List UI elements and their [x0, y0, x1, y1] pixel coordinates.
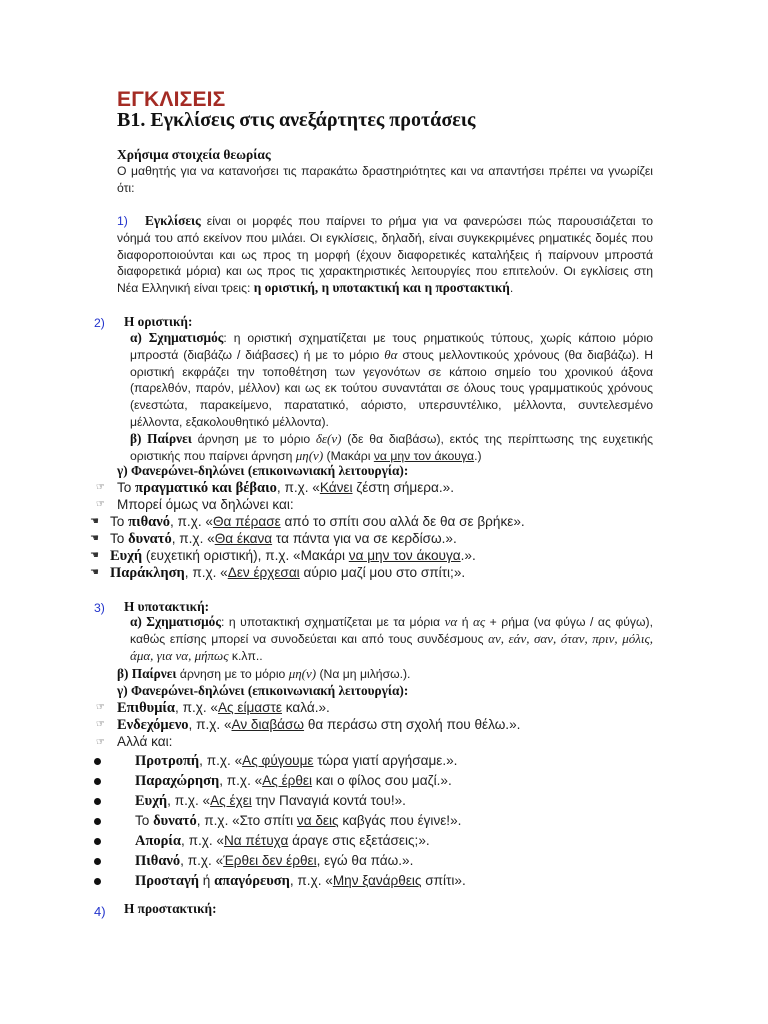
- page-title: ΕΓΚΛΙΣΕΙΣ: [117, 88, 226, 111]
- page-subtitle: Β1. Εγκλίσεις στις ανεξάρτητες προτάσεις: [117, 109, 476, 131]
- list-item: Επιθυμία, π.χ. «Ας είμαστε καλά.».: [117, 700, 330, 716]
- pointer-icon: ☞: [96, 499, 105, 510]
- list-item: Παράκληση, π.χ. «Δεν έρχεσαι αύριο μαζί μου στο σπίτι;».: [110, 565, 466, 581]
- pointer-icon: ☞: [96, 482, 105, 493]
- section-number-2: 2): [94, 316, 105, 330]
- bullet-item: Προσταγή ή απαγόρευση, π.χ. «Μην ξανάρθεις σπίτι».: [135, 873, 466, 889]
- list-item: Μπορεί όμως να δηλώνει και:: [117, 497, 294, 512]
- bullet-icon: [94, 758, 101, 765]
- bullet-item: Το δυνατό, π.χ. «Στο σπίτι να δεις καβγάς που έγινε!».: [135, 813, 462, 829]
- section-3-function-heading: γ) Φανερώνει-δηλώνει (επικοινωνιακή λειτουργία):: [117, 683, 409, 698]
- section-number-1: 1): [117, 214, 128, 228]
- section-3-heading: Η υποτακτική:: [124, 599, 210, 614]
- section-3-formation: α) Σχηματισμός: η υποτακτική σχηματίζεται με τα μόρια να ή ας + ρήμα (να φύγω / ας φύγω), καθώς επίσης μπορεί να συνοδεύεται και από τους συνδέσμους αν, εάν, σαν, όταν, πριν, μόλις, άμα, για να, μήπως κ.λπ..: [130, 614, 653, 663]
- bullet-icon: [94, 778, 101, 785]
- bullet-icon: [94, 878, 101, 885]
- section-2-negation: β) Παίρνει άρνηση με το μόριο δε(ν) (δε θα διαβάσω), εκτός της περίπτωσης της ευχετικής οριστικής που παίρνει άρνηση μη(ν) (Μακάρι να μην τον άκουγα.): [130, 431, 653, 463]
- section-4-heading: Η προστακτική:: [124, 901, 217, 916]
- section-number-4: 4): [94, 904, 106, 919]
- pointer-icon: ☞: [96, 719, 105, 730]
- hand-pointing-icon: ☚: [90, 533, 99, 544]
- bullet-icon: [94, 858, 101, 865]
- section-1-paragraph: Εγκλίσεις είναι οι μορφές που παίρνει το ρήμα για να φανερώσει πώς παρουσιάζεται το νόημά του από εκείνον που μιλάει. Οι εγκλίσεις, δηλαδή, είναι συγκεκριμένες ρηματικές δομές που διαφοροποιούνται και ως προς τη μορφή (έχουν διαφορετικές καταλήξεις ή παίρνουν μπροστά διαφορετικά μόρια) και ως προς τις χαρακτηριστικές λειτουργίες που επιτελούν. Οι εγκλίσεις στη Νέα Ελληνική είναι τρεις: η οριστική, η υποτακτική και η προστακτική.: [117, 213, 653, 296]
- hand-pointing-icon: ☚: [90, 550, 99, 561]
- theory-heading: Χρήσιμα στοιχεία θεωρίας: [117, 147, 271, 162]
- bullet-item: Απορία, π.χ. «Να πέτυχα άραγε στις εξετάσεις;».: [135, 833, 430, 849]
- bullet-item: Πιθανό, π.χ. «Έρθει δεν έρθει, εγώ θα πάω.».: [135, 853, 414, 869]
- bullet-item: Ευχή, π.χ. «Ας έχει την Παναγιά κοντά του!».: [135, 793, 406, 809]
- section-number-3: 3): [94, 601, 105, 615]
- list-item: Το πραγματικό και βέβαιο, π.χ. «Κάνει ζέστη σήμερα.».: [117, 480, 454, 496]
- bullet-icon: [94, 798, 101, 805]
- section-2-heading: Η οριστική:: [124, 314, 193, 329]
- list-item: Ενδεχόμενο, π.χ. «Αν διαβάσω θα περάσω στη σχολή που θέλω.».: [117, 717, 521, 733]
- term-egkliseis: Εγκλίσεις: [145, 213, 201, 228]
- pointer-icon: ☞: [96, 702, 105, 713]
- bullet-item: Παραχώρηση, π.χ. «Ας έρθει και ο φίλος σου μαζί.».: [135, 773, 452, 789]
- bullet-icon: [94, 818, 101, 825]
- pointer-icon: ☞: [96, 737, 105, 748]
- list-item: Αλλά και:: [117, 734, 173, 749]
- bullet-icon: [94, 838, 101, 845]
- bullet-item: Προτροπή, π.χ. «Ας φύγουμε τώρα γιατί αργήσαμε.».: [135, 753, 458, 769]
- section-2-formation: α) Σχηματισμός: η οριστική σχηματίζεται με τους ρηματικούς τύπους, χωρίς κάποιο μόριο μπροστά (διαβάζω / διάβασες) ή με το μόριο θα στους μελλοντικούς χρόνους (θα διαβάζω). Η οριστική εκφράζει την τοποθέτηση των γεγονότων σε κάποιο σημείο του χρονικού άξονα (παρελθόν, παρόν, μέλλον) και ως εκ τούτου συναντάται σε όλους τους γραμματικούς χρόνους (ενεστώτα, παρακείμενο, παρατατικό, αόριστο, υπερσυντέλικο, μέλλοντα, συντελεσμένο μέλλοντα, εξακολουθητικό μέλλοντα).: [130, 330, 653, 429]
- intro-paragraph: Ο μαθητής για να κατανοήσει τις παρακάτω δραστηριότητες και να απαντήσει πρέπει να γνωρίζει ότι:: [117, 164, 653, 195]
- list-item: Ευχή (ευχετική οριστική), π.χ. «Μακάρι να μην τον άκουγα.».: [110, 548, 476, 564]
- hand-pointing-icon: ☚: [90, 516, 99, 527]
- list-item: Το δυνατό, π.χ. «Θα έκανα τα πάντα για να σε κερδίσω.».: [110, 531, 457, 547]
- list-item: Το πιθανό, π.χ. «Θα πέρασε από το σπίτι σου αλλά δε θα σε βρήκε».: [110, 514, 525, 530]
- section-3-negation: β) Παίρνει άρνηση με το μόριο μη(ν) (Να μη μιλήσω.).: [117, 666, 411, 681]
- hand-pointing-icon: ☚: [90, 567, 99, 578]
- section-2-function-heading: γ) Φανερώνει-δηλώνει (επικοινωνιακή λειτουργία):: [117, 463, 409, 478]
